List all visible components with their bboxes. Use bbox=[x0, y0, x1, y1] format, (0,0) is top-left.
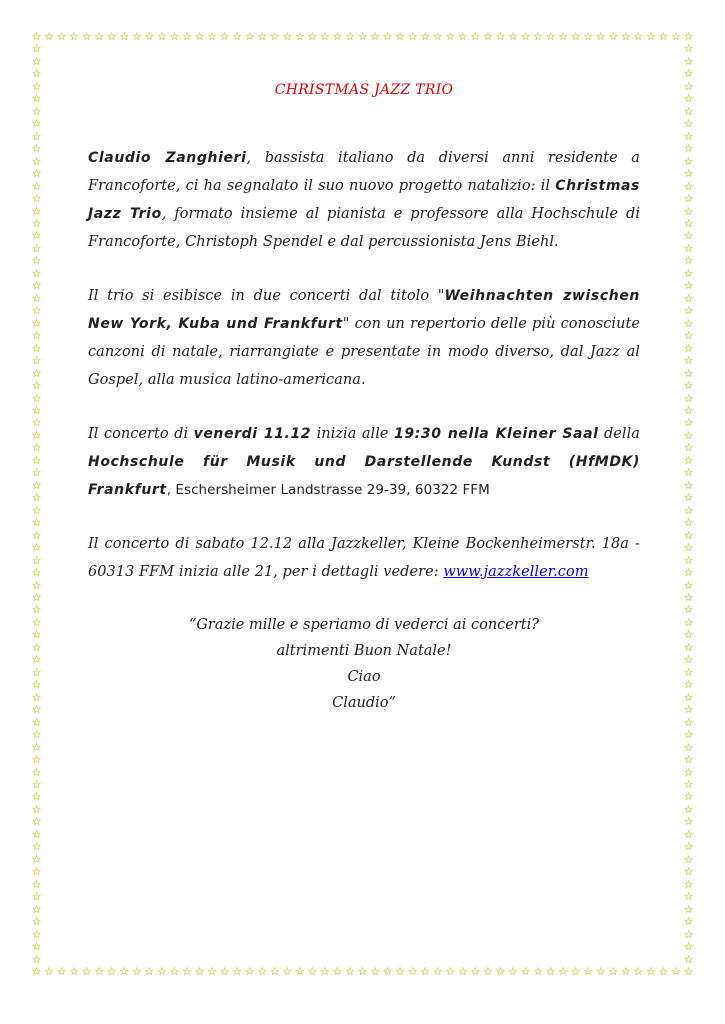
star-icon: ☆ bbox=[31, 67, 42, 81]
star-icon: ☆ bbox=[81, 965, 92, 978]
star-icon: ☆ bbox=[683, 827, 694, 841]
star-icon: ☆ bbox=[31, 154, 42, 168]
star-icon: ☆ bbox=[683, 815, 694, 829]
star-icon: ☆ bbox=[269, 965, 280, 978]
star-icon: ☆ bbox=[31, 640, 42, 654]
star-icon: ☆ bbox=[106, 30, 117, 43]
star-icon: ☆ bbox=[332, 30, 343, 43]
star-icon: ☆ bbox=[169, 965, 180, 978]
star-icon: ☆ bbox=[683, 217, 694, 230]
star-icon: ☆ bbox=[683, 266, 694, 280]
star-icon: ☆ bbox=[683, 304, 694, 318]
star-icon: ☆ bbox=[106, 965, 117, 978]
star-icon: ☆ bbox=[495, 965, 506, 978]
star-icon: ☆ bbox=[357, 30, 368, 43]
star-icon: ☆ bbox=[370, 965, 380, 978]
star-icon: ☆ bbox=[31, 379, 42, 393]
star-icon: ☆ bbox=[558, 30, 569, 43]
star-icon: ☆ bbox=[357, 965, 368, 978]
star-icon: ☆ bbox=[31, 852, 42, 866]
star-icon: ☆ bbox=[31, 279, 42, 293]
star-icon: ☆ bbox=[31, 241, 42, 255]
star-icon: ☆ bbox=[558, 965, 569, 978]
star-icon: ☆ bbox=[31, 291, 42, 305]
star-icon: ☆ bbox=[683, 229, 694, 243]
star-icon: ☆ bbox=[31, 802, 42, 816]
star-icon: ☆ bbox=[370, 30, 380, 43]
star-icon: ☆ bbox=[31, 902, 42, 916]
star-icon: ☆ bbox=[182, 30, 192, 43]
star-icon: ☆ bbox=[31, 503, 42, 517]
star-icon: ☆ bbox=[420, 30, 431, 43]
star-icon: ☆ bbox=[432, 965, 443, 978]
star-icon: ☆ bbox=[144, 30, 155, 43]
friday-text-3: della bbox=[598, 426, 640, 442]
star-icon: ☆ bbox=[345, 965, 355, 978]
star-icon: ☆ bbox=[56, 965, 67, 978]
star-icon: ☆ bbox=[683, 428, 694, 442]
star-icon: ☆ bbox=[633, 965, 644, 978]
star-icon: ☆ bbox=[683, 104, 694, 118]
star-icon: ☆ bbox=[482, 30, 493, 43]
star-icon: ☆ bbox=[683, 154, 694, 168]
star-icon: ☆ bbox=[31, 603, 42, 617]
star-icon: ☆ bbox=[495, 30, 506, 43]
star-icon: ☆ bbox=[683, 129, 694, 143]
star-icon: ☆ bbox=[156, 30, 167, 43]
star-icon: ☆ bbox=[683, 241, 694, 255]
star-icon: ☆ bbox=[31, 915, 42, 929]
star-icon: ☆ bbox=[31, 877, 42, 891]
star-icon: ☆ bbox=[31, 79, 42, 93]
star-icon: ☆ bbox=[31, 491, 42, 505]
star-icon: ☆ bbox=[382, 965, 393, 978]
star-icon: ☆ bbox=[683, 865, 694, 879]
star-icon: ☆ bbox=[31, 441, 42, 455]
star-icon: ☆ bbox=[683, 566, 694, 580]
star-icon: ☆ bbox=[545, 30, 556, 43]
concert-title: Weihnachten zwischen New York, Kuba und Frankfurt bbox=[88, 288, 640, 332]
star-icon: ☆ bbox=[257, 30, 268, 43]
star-icon: ☆ bbox=[683, 54, 694, 68]
star-icon: ☆ bbox=[31, 329, 42, 343]
star-icon: ☆ bbox=[31, 615, 42, 629]
star-icon: ☆ bbox=[31, 391, 42, 405]
closing-line-3: Ciao bbox=[347, 669, 381, 685]
star-icon: ☆ bbox=[683, 665, 694, 679]
star-icon: ☆ bbox=[533, 965, 543, 978]
star-icon: ☆ bbox=[31, 678, 42, 692]
star-icon: ☆ bbox=[683, 478, 694, 492]
star-icon: ☆ bbox=[31, 653, 42, 667]
star-icon: ☆ bbox=[508, 30, 518, 43]
star-icon: ☆ bbox=[319, 30, 330, 43]
star-icon: ☆ bbox=[31, 528, 42, 542]
star-icon: ☆ bbox=[31, 416, 42, 430]
star-icon: ☆ bbox=[31, 890, 42, 904]
star-icon: ☆ bbox=[683, 840, 694, 854]
star-icon: ☆ bbox=[232, 965, 243, 978]
star-icon: ☆ bbox=[56, 30, 67, 43]
star-icon: ☆ bbox=[31, 254, 42, 268]
star-icon: ☆ bbox=[683, 591, 694, 604]
star-icon: ☆ bbox=[482, 965, 493, 978]
star-icon: ☆ bbox=[31, 703, 42, 717]
star-icon: ☆ bbox=[94, 30, 105, 43]
star-icon: ☆ bbox=[31, 827, 42, 841]
star-icon: ☆ bbox=[683, 167, 694, 181]
star-icon: ☆ bbox=[683, 279, 694, 293]
star-icon: ☆ bbox=[31, 865, 42, 879]
star-icon: ☆ bbox=[31, 728, 42, 742]
star-icon: ☆ bbox=[31, 765, 42, 779]
star-icon: ☆ bbox=[207, 965, 217, 978]
document-title: CHRISTMAS JAZZ TRIO bbox=[274, 82, 454, 98]
star-icon: ☆ bbox=[31, 516, 42, 530]
star-icon: ☆ bbox=[683, 703, 694, 717]
star-icon: ☆ bbox=[683, 453, 694, 467]
star-icon: ☆ bbox=[683, 528, 694, 542]
star-icon: ☆ bbox=[31, 142, 42, 156]
star-icon: ☆ bbox=[432, 30, 443, 43]
star-icon: ☆ bbox=[683, 354, 694, 368]
star-icon: ☆ bbox=[31, 316, 42, 330]
star-icon: ☆ bbox=[31, 840, 42, 854]
intro-text-2: , formato insieme al pianista e professore alla Hochschule di Francoforte, Christoph Spendel e dal percussionista Jens Biehl. bbox=[88, 206, 641, 250]
paragraph-intro bbox=[88, 144, 640, 256]
star-icon: ☆ bbox=[470, 30, 481, 43]
friday-time-place: 19:30 nella Kleiner Saal bbox=[394, 426, 599, 442]
star-icon: ☆ bbox=[31, 167, 42, 181]
star-icon: ☆ bbox=[683, 92, 694, 106]
star-icon: ☆ bbox=[31, 129, 42, 143]
star-icon: ☆ bbox=[445, 965, 456, 978]
star-icon: ☆ bbox=[683, 79, 694, 93]
star-icon: ☆ bbox=[570, 30, 581, 43]
star-icon: ☆ bbox=[244, 965, 255, 978]
star-icon: ☆ bbox=[31, 965, 42, 978]
closing-line-1: “Grazie mille e speriamo di vederci ai concerti? bbox=[188, 617, 540, 633]
star-icon: ☆ bbox=[31, 466, 42, 480]
star-icon: ☆ bbox=[31, 715, 42, 729]
star-icon: ☆ bbox=[645, 30, 656, 43]
star-icon: ☆ bbox=[307, 30, 318, 43]
star-icon: ☆ bbox=[608, 30, 619, 43]
star-icon: ☆ bbox=[683, 541, 694, 555]
star-icon: ☆ bbox=[31, 266, 42, 280]
star-icon: ☆ bbox=[395, 30, 406, 43]
closing-quote bbox=[88, 612, 640, 716]
star-icon: ☆ bbox=[31, 591, 42, 604]
star-icon: ☆ bbox=[31, 566, 42, 580]
friday-venue: Hochschule für Musik und Darstellende Kundst (HfMDK) Frankfurt bbox=[88, 454, 640, 498]
star-icon: ☆ bbox=[332, 965, 343, 978]
closing-line-2: altrimenti Buon Natale! bbox=[276, 643, 452, 659]
star-icon: ☆ bbox=[257, 965, 268, 978]
star-icon: ☆ bbox=[683, 179, 694, 193]
star-icon: ☆ bbox=[470, 965, 481, 978]
star-icon: ☆ bbox=[595, 30, 606, 43]
star-icon: ☆ bbox=[407, 965, 418, 978]
star-icon: ☆ bbox=[31, 404, 42, 417]
star-icon: ☆ bbox=[307, 965, 318, 978]
star-icon: ☆ bbox=[31, 815, 42, 829]
star-icon: ☆ bbox=[683, 802, 694, 816]
star-icon: ☆ bbox=[31, 30, 42, 43]
star-icon: ☆ bbox=[282, 30, 293, 43]
star-icon: ☆ bbox=[658, 30, 669, 43]
star-icon: ☆ bbox=[31, 553, 42, 567]
concerts-text-1: Il trio si esibisce in due concerti dal titolo " bbox=[88, 288, 445, 304]
star-icon: ☆ bbox=[31, 117, 42, 131]
star-icon: ☆ bbox=[545, 965, 556, 978]
star-icon: ☆ bbox=[182, 965, 192, 978]
star-icon: ☆ bbox=[683, 678, 694, 692]
star-icon: ☆ bbox=[31, 940, 42, 954]
star-icon: ☆ bbox=[31, 753, 42, 767]
star-icon: ☆ bbox=[683, 503, 694, 517]
star-icon: ☆ bbox=[345, 30, 355, 43]
star-icon: ☆ bbox=[683, 615, 694, 629]
friday-text-2: inizia alle bbox=[311, 426, 394, 442]
star-icon: ☆ bbox=[671, 965, 681, 978]
star-icon: ☆ bbox=[445, 30, 456, 43]
star-icon: ☆ bbox=[31, 628, 42, 642]
star-icon: ☆ bbox=[683, 628, 694, 642]
star-icon: ☆ bbox=[407, 30, 418, 43]
star-icon: ☆ bbox=[683, 915, 694, 929]
star-icon: ☆ bbox=[31, 740, 42, 754]
star-icon: ☆ bbox=[31, 927, 42, 941]
star-icon: ☆ bbox=[31, 104, 42, 118]
star-icon: ☆ bbox=[31, 665, 42, 679]
star-icon: ☆ bbox=[683, 790, 694, 804]
saturday-text: Il concerto di sabato 12.12 alla Jazzkeller, Kleine Bockenheimerstr. 18a - 60313 FFM inizia alle 21, per i dettagli vedere: bbox=[88, 536, 640, 580]
star-icon: ☆ bbox=[244, 30, 255, 43]
star-icon: ☆ bbox=[319, 965, 330, 978]
star-icon: ☆ bbox=[31, 92, 42, 106]
star-icon: ☆ bbox=[144, 965, 155, 978]
star-icon: ☆ bbox=[633, 30, 644, 43]
star-icon: ☆ bbox=[31, 341, 42, 355]
star-icon: ☆ bbox=[683, 42, 694, 56]
star-icon: ☆ bbox=[620, 30, 631, 43]
friday-date: venerdi 11.12 bbox=[193, 426, 312, 442]
star-icon: ☆ bbox=[595, 965, 606, 978]
star-icon: ☆ bbox=[520, 30, 531, 43]
star-icon: ☆ bbox=[119, 30, 130, 43]
star-icon: ☆ bbox=[119, 965, 130, 978]
star-icon: ☆ bbox=[81, 30, 92, 43]
star-icon: ☆ bbox=[683, 117, 694, 131]
star-icon: ☆ bbox=[683, 603, 694, 617]
star-icon: ☆ bbox=[683, 192, 694, 206]
star-icon: ☆ bbox=[31, 354, 42, 368]
star-icon: ☆ bbox=[683, 553, 694, 567]
star-icon: ☆ bbox=[683, 204, 694, 218]
star-icon: ☆ bbox=[219, 965, 230, 978]
star-icon: ☆ bbox=[683, 466, 694, 480]
star-icon: ☆ bbox=[31, 366, 42, 380]
star-icon: ☆ bbox=[683, 329, 694, 343]
star-icon: ☆ bbox=[683, 902, 694, 916]
star-icon: ☆ bbox=[533, 30, 543, 43]
star-icon: ☆ bbox=[131, 30, 142, 43]
friday-text-1: Il concerto di bbox=[88, 426, 194, 442]
star-icon: ☆ bbox=[683, 877, 694, 891]
star-icon: ☆ bbox=[683, 491, 694, 505]
intro-text-1: , bassista italiano da diversi anni residente a Francoforte, ci ha segnalato il suo nuovo progetto natalizio: il bbox=[88, 150, 640, 194]
star-icon: ☆ bbox=[683, 952, 694, 966]
star-icon: ☆ bbox=[683, 404, 694, 417]
star-icon: ☆ bbox=[683, 366, 694, 380]
star-icon: ☆ bbox=[508, 965, 518, 978]
star-icon: ☆ bbox=[683, 940, 694, 954]
star-icon: ☆ bbox=[31, 478, 42, 492]
star-icon: ☆ bbox=[131, 965, 142, 978]
star-icon: ☆ bbox=[156, 965, 167, 978]
jazzkeller-link[interactable]: www.jazzkeller.com bbox=[443, 564, 589, 580]
star-icon: ☆ bbox=[31, 229, 42, 243]
star-icon: ☆ bbox=[683, 690, 694, 704]
star-icon: ☆ bbox=[683, 516, 694, 530]
paragraph-saturday-concert bbox=[88, 530, 640, 586]
star-icon: ☆ bbox=[683, 765, 694, 779]
star-icon: ☆ bbox=[683, 640, 694, 654]
star-icon: ☆ bbox=[457, 965, 468, 978]
star-icon: ☆ bbox=[683, 778, 694, 791]
star-icon: ☆ bbox=[294, 965, 305, 978]
star-icon: ☆ bbox=[31, 428, 42, 442]
document-body bbox=[88, 82, 640, 716]
star-icon: ☆ bbox=[620, 965, 631, 978]
star-icon: ☆ bbox=[194, 30, 205, 43]
star-icon: ☆ bbox=[520, 965, 531, 978]
friday-address: , Eschersheimer Landstrasse 29-39, 60322 FFM bbox=[166, 482, 490, 498]
star-icon: ☆ bbox=[683, 341, 694, 355]
star-icon: ☆ bbox=[570, 965, 581, 978]
star-icon: ☆ bbox=[658, 965, 669, 978]
star-icon: ☆ bbox=[683, 379, 694, 393]
star-icon: ☆ bbox=[69, 30, 80, 43]
star-icon: ☆ bbox=[683, 254, 694, 268]
star-icon: ☆ bbox=[683, 291, 694, 305]
star-icon: ☆ bbox=[583, 30, 594, 43]
star-icon: ☆ bbox=[31, 790, 42, 804]
star-icon: ☆ bbox=[31, 453, 42, 467]
star-icon: ☆ bbox=[31, 204, 42, 218]
star-icon: ☆ bbox=[31, 179, 42, 193]
star-icon: ☆ bbox=[683, 927, 694, 941]
star-icon: ☆ bbox=[31, 541, 42, 555]
star-icon: ☆ bbox=[457, 30, 468, 43]
star-icon: ☆ bbox=[683, 391, 694, 405]
star-icon: ☆ bbox=[683, 852, 694, 866]
star-icon: ☆ bbox=[683, 890, 694, 904]
star-icon: ☆ bbox=[294, 30, 305, 43]
star-icon: ☆ bbox=[683, 578, 694, 592]
star-icon: ☆ bbox=[31, 578, 42, 592]
star-icon: ☆ bbox=[219, 30, 230, 43]
star-icon: ☆ bbox=[420, 965, 431, 978]
paragraph-concerts bbox=[88, 282, 640, 394]
star-icon: ☆ bbox=[94, 965, 105, 978]
paragraph-friday-concert bbox=[88, 420, 640, 504]
star-icon: ☆ bbox=[232, 30, 243, 43]
star-icon: ☆ bbox=[31, 217, 42, 230]
star-icon: ☆ bbox=[31, 952, 42, 966]
star-icon: ☆ bbox=[683, 965, 694, 978]
star-icon: ☆ bbox=[31, 778, 42, 791]
star-icon: ☆ bbox=[683, 441, 694, 455]
star-icon: ☆ bbox=[44, 965, 54, 978]
star-icon: ☆ bbox=[683, 30, 694, 43]
closing-line-4: Claudio” bbox=[332, 695, 396, 711]
star-icon: ☆ bbox=[207, 30, 217, 43]
star-icon: ☆ bbox=[583, 965, 594, 978]
star-icon: ☆ bbox=[194, 965, 205, 978]
concerts-text-2: " con un repertorio delle più conosciute canzoni di natale, riarrangiate e presentate in modo diverso, dal Jazz al Gospel, alla musica latino-americana. bbox=[88, 316, 640, 388]
star-icon: ☆ bbox=[683, 67, 694, 81]
star-icon: ☆ bbox=[382, 30, 393, 43]
star-icon: ☆ bbox=[683, 142, 694, 156]
star-icon: ☆ bbox=[683, 753, 694, 767]
star-icon: ☆ bbox=[608, 965, 619, 978]
star-icon: ☆ bbox=[395, 965, 406, 978]
star-icon: ☆ bbox=[31, 192, 42, 206]
star-icon: ☆ bbox=[169, 30, 180, 43]
star-icon: ☆ bbox=[683, 728, 694, 742]
star-icon: ☆ bbox=[282, 965, 293, 978]
star-icon: ☆ bbox=[31, 304, 42, 318]
star-icon: ☆ bbox=[645, 965, 656, 978]
musician-name: Claudio Zanghieri bbox=[88, 150, 247, 166]
star-icon: ☆ bbox=[683, 740, 694, 754]
star-icon: ☆ bbox=[269, 30, 280, 43]
star-icon: ☆ bbox=[44, 30, 54, 43]
star-icon: ☆ bbox=[69, 965, 80, 978]
star-icon: ☆ bbox=[683, 653, 694, 667]
star-icon: ☆ bbox=[683, 416, 694, 430]
star-icon: ☆ bbox=[683, 715, 694, 729]
star-icon: ☆ bbox=[671, 30, 681, 43]
star-icon: ☆ bbox=[31, 690, 42, 704]
project-name: Christmas Jazz Trio bbox=[88, 178, 640, 222]
star-icon: ☆ bbox=[31, 54, 42, 68]
star-icon: ☆ bbox=[31, 42, 42, 56]
star-icon: ☆ bbox=[683, 316, 694, 330]
